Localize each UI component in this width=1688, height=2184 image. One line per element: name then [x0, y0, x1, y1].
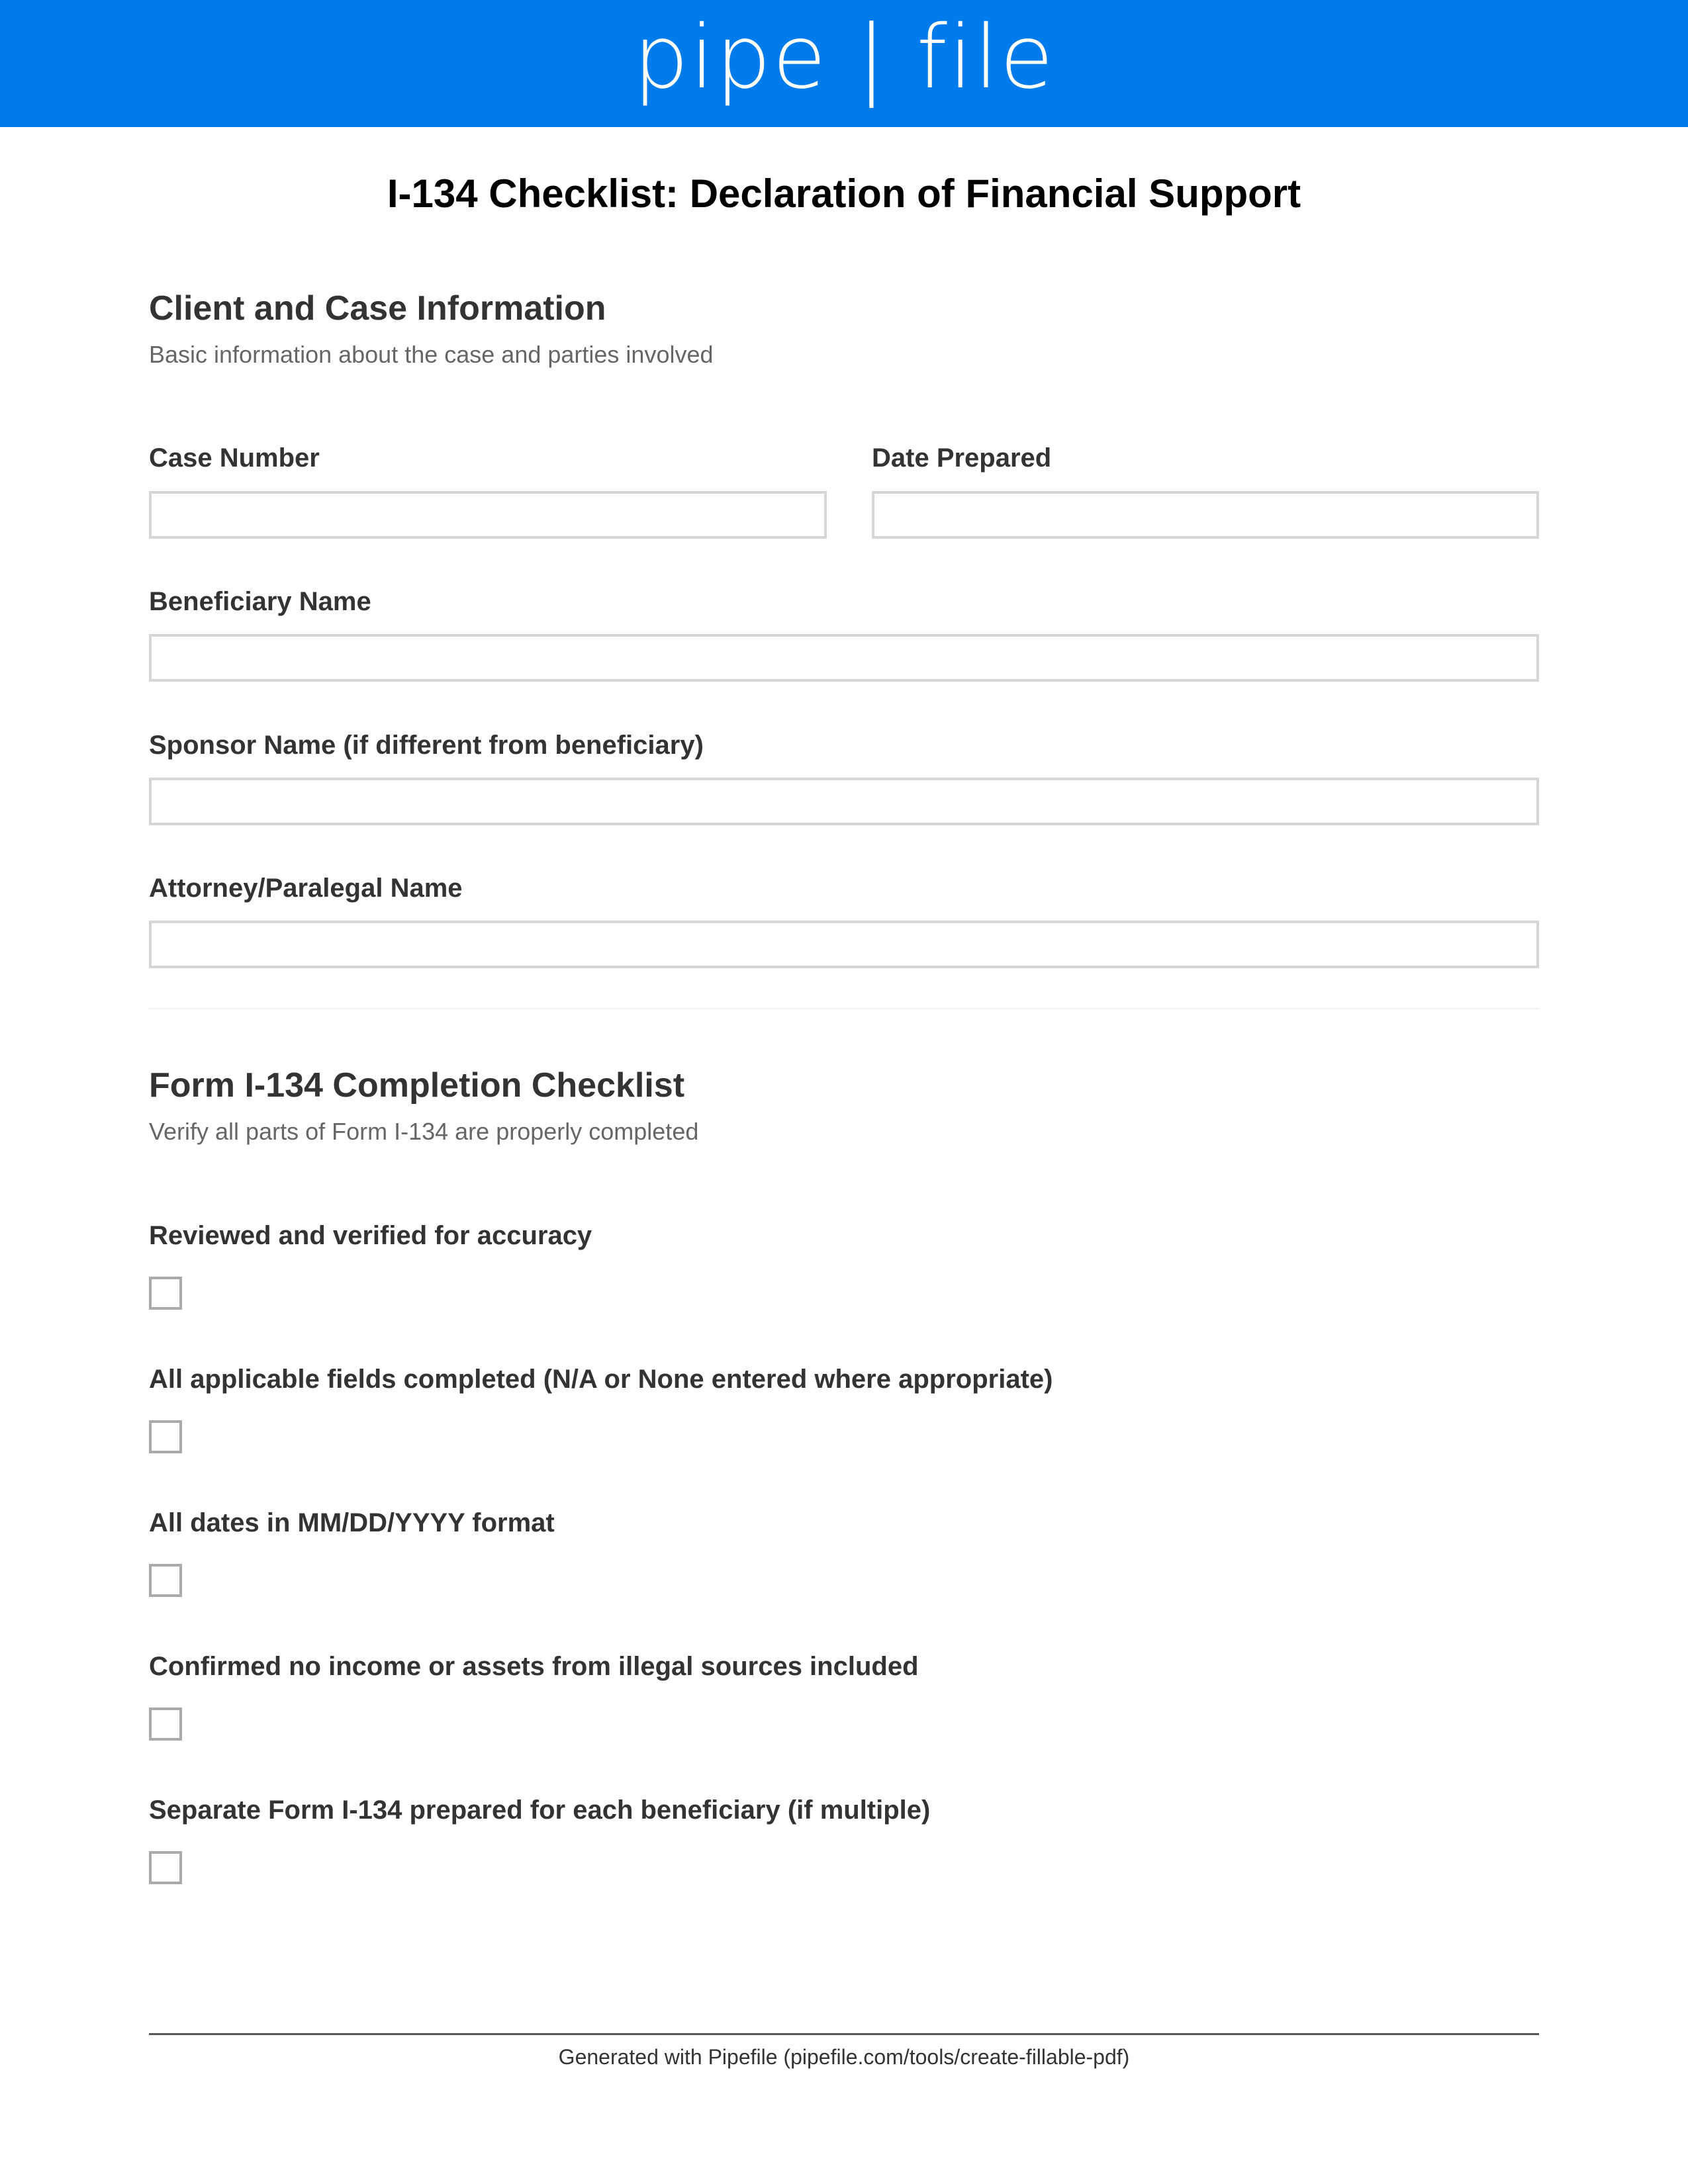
case-number-label: Case Number	[149, 443, 320, 473]
section-title-client-case: Client and Case Information	[149, 289, 606, 328]
checklist-item-label: Confirmed no income or assets from illegal sources included	[149, 1652, 919, 1681]
header-banner	[0, 0, 1688, 127]
section-description-client-case: Basic information about the case and parties involved	[149, 341, 714, 368]
beneficiary-name-input[interactable]	[149, 634, 1539, 682]
checklist-item-label: All dates in MM/DD/YYYY format	[149, 1508, 555, 1537]
checklist-item-checkbox[interactable]	[149, 1277, 182, 1310]
beneficiary-name-label: Beneficiary Name	[149, 587, 371, 616]
footer-divider	[149, 2033, 1539, 2035]
checklist-item-checkbox[interactable]	[149, 1420, 182, 1453]
checklist-item-checkbox[interactable]	[149, 1851, 182, 1884]
footer-text: Generated with Pipefile (pipefile.com/tools/create-fillable-pdf)	[558, 2045, 1130, 2069]
sponsor-name-input[interactable]	[149, 778, 1539, 825]
date-prepared-label: Date Prepared	[872, 443, 1052, 473]
attorney-paralegal-name-input[interactable]	[149, 921, 1539, 968]
checklist-item-checkbox[interactable]	[149, 1707, 182, 1741]
section-title-completion-checklist: Form I-134 Completion Checklist	[149, 1066, 685, 1105]
date-prepared-input[interactable]	[872, 491, 1539, 539]
checklist-item-label: Separate Form I-134 prepared for each beneficiary (if multiple)	[149, 1796, 931, 1825]
section-description-completion-checklist: Verify all parts of Form I-134 are properly completed	[149, 1118, 699, 1145]
pipefile-logo: pipe | file	[633, 7, 1055, 109]
page-title: I-134 Checklist: Declaration of Financial Support	[387, 171, 1301, 216]
case-number-input[interactable]	[149, 491, 827, 539]
attorney-paralegal-name-label: Attorney/Paralegal Name	[149, 874, 463, 903]
checklist-item-checkbox[interactable]	[149, 1564, 182, 1597]
checklist-item-label: All applicable fields completed (N/A or None entered where appropriate)	[149, 1365, 1053, 1394]
section-divider	[149, 1008, 1539, 1009]
checklist-item-label: Reviewed and verified for accuracy	[149, 1221, 592, 1250]
sponsor-name-label: Sponsor Name (if different from beneficiary)	[149, 731, 704, 760]
